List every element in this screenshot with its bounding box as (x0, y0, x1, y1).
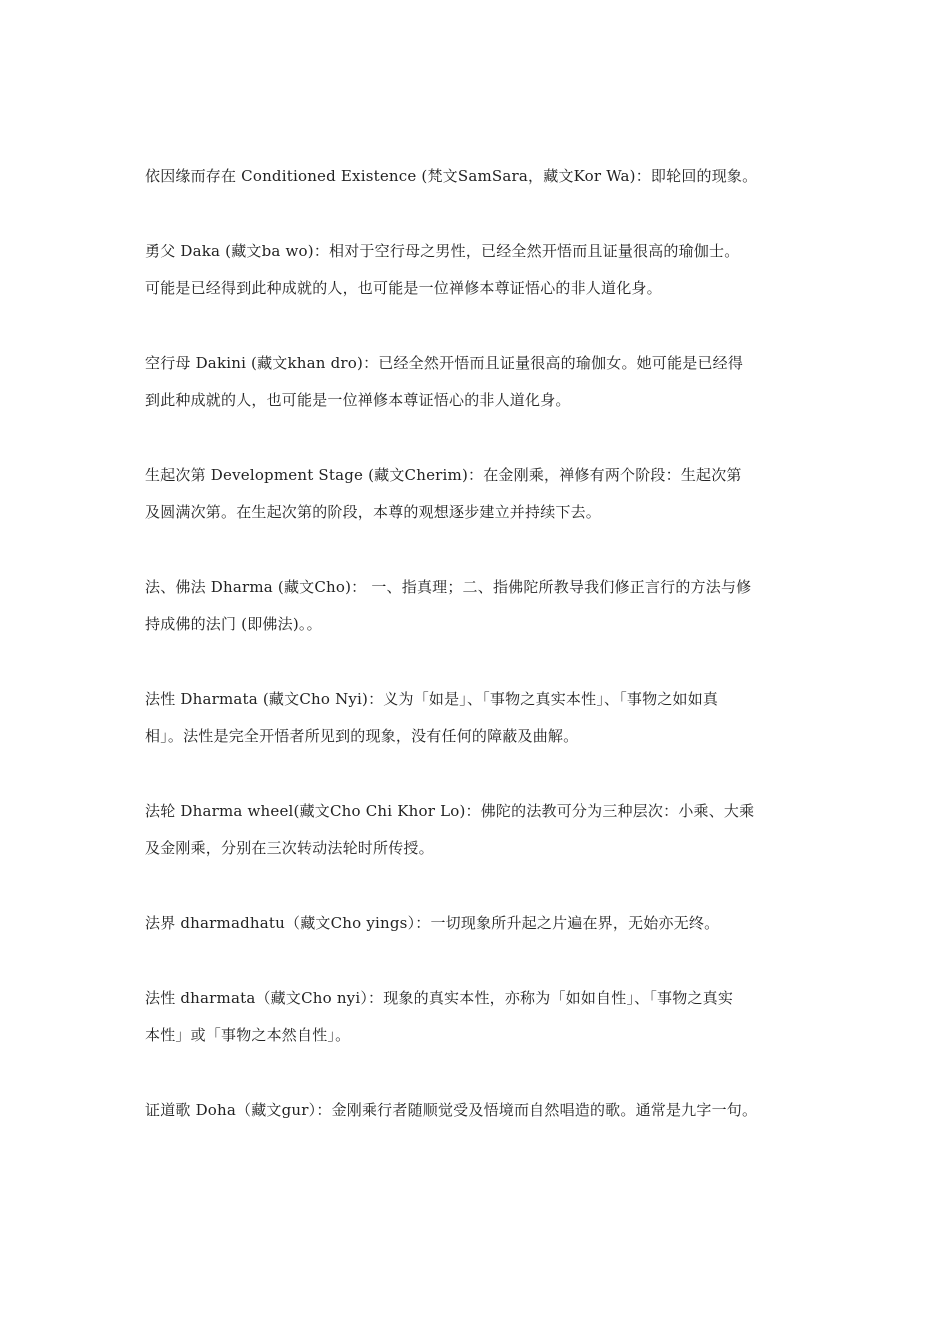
entry-dharma-line-2: 持成佛的法门 (即佛法)。。 (145, 615, 322, 633)
entry-dharmata-line-1: 法性 Dharmata (藏文Cho Nyi)：义为「如是」、「事物之真实本性」、「事物之如如真 (145, 690, 719, 708)
entry-dharmata-line-2: 相」。法性是完全开悟者所见到的现象，没有任何的障蔽及曲解。 (145, 727, 579, 745)
entry-dharmata-lower-line-1: 法性 dharmata（藏文Cho nyi）：现象的真实本性，亦称为「如如自性」、「事物之真实 (145, 989, 734, 1007)
entry-doha-line-1: 证道歌 Doha（藏文gur）：金刚乘行者随顺觉受及悟境而自然唱造的歌。通常是九字一句。 (145, 1101, 758, 1119)
entry-conditioned-existence-line-1: 依因缘而存在 Conditioned Existence (梵文SamSara，藏文Kor Wa)：即轮回的现象。 (145, 167, 758, 185)
entry-dharma-line-1: 法、佛法 Dharma (藏文Cho)： 一、指真理；二、指佛陀所教导我们修正言行的方法与修 (145, 578, 752, 596)
entry-development-stage-line-2: 及圆满次第。在生起次第的阶段，本尊的观想逐步建立并持续下去。 (145, 503, 602, 521)
entry-dakini-line-2: 到此种成就的人，也可能是一位禅修本尊证悟心的非人道化身。 (145, 391, 571, 409)
entry-dharma-wheel-line-2: 及金刚乘，分别在三次转动法轮时所传授。 (145, 839, 434, 857)
entry-dharmadhatu-line-1: 法界 dharmadhatu（藏文Cho yings）：一切现象所升起之片遍在界，无始亦无终。 (145, 914, 720, 932)
entry-dharma-wheel-line-1: 法轮 Dharma wheel(藏文Cho Chi Khor Lo)：佛陀的法教可分为三种层次：小乘、大乘 (145, 802, 755, 820)
entry-daka-line-2: 可能是已经得到此种成就的人，也可能是一位禅修本尊证悟心的非人道化身。 (145, 279, 662, 297)
entry-dharmata-lower-line-2: 本性」或「事物之本然自性」。 (145, 1026, 351, 1044)
entry-development-stage-line-1: 生起次第 Development Stage (藏文Cherim)：在金刚乘，禅修有两个阶段：生起次第 (145, 466, 742, 484)
entry-dakini-line-1: 空行母 Dakini (藏文khan dro)：已经全然开悟而且证量很高的瑜伽女。她可能是已经得 (145, 354, 744, 372)
entry-daka-line-1: 勇父 Daka (藏文ba wo)：相对于空行母之男性，已经全然开悟而且证量很高的瑜伽士。 (145, 242, 740, 260)
